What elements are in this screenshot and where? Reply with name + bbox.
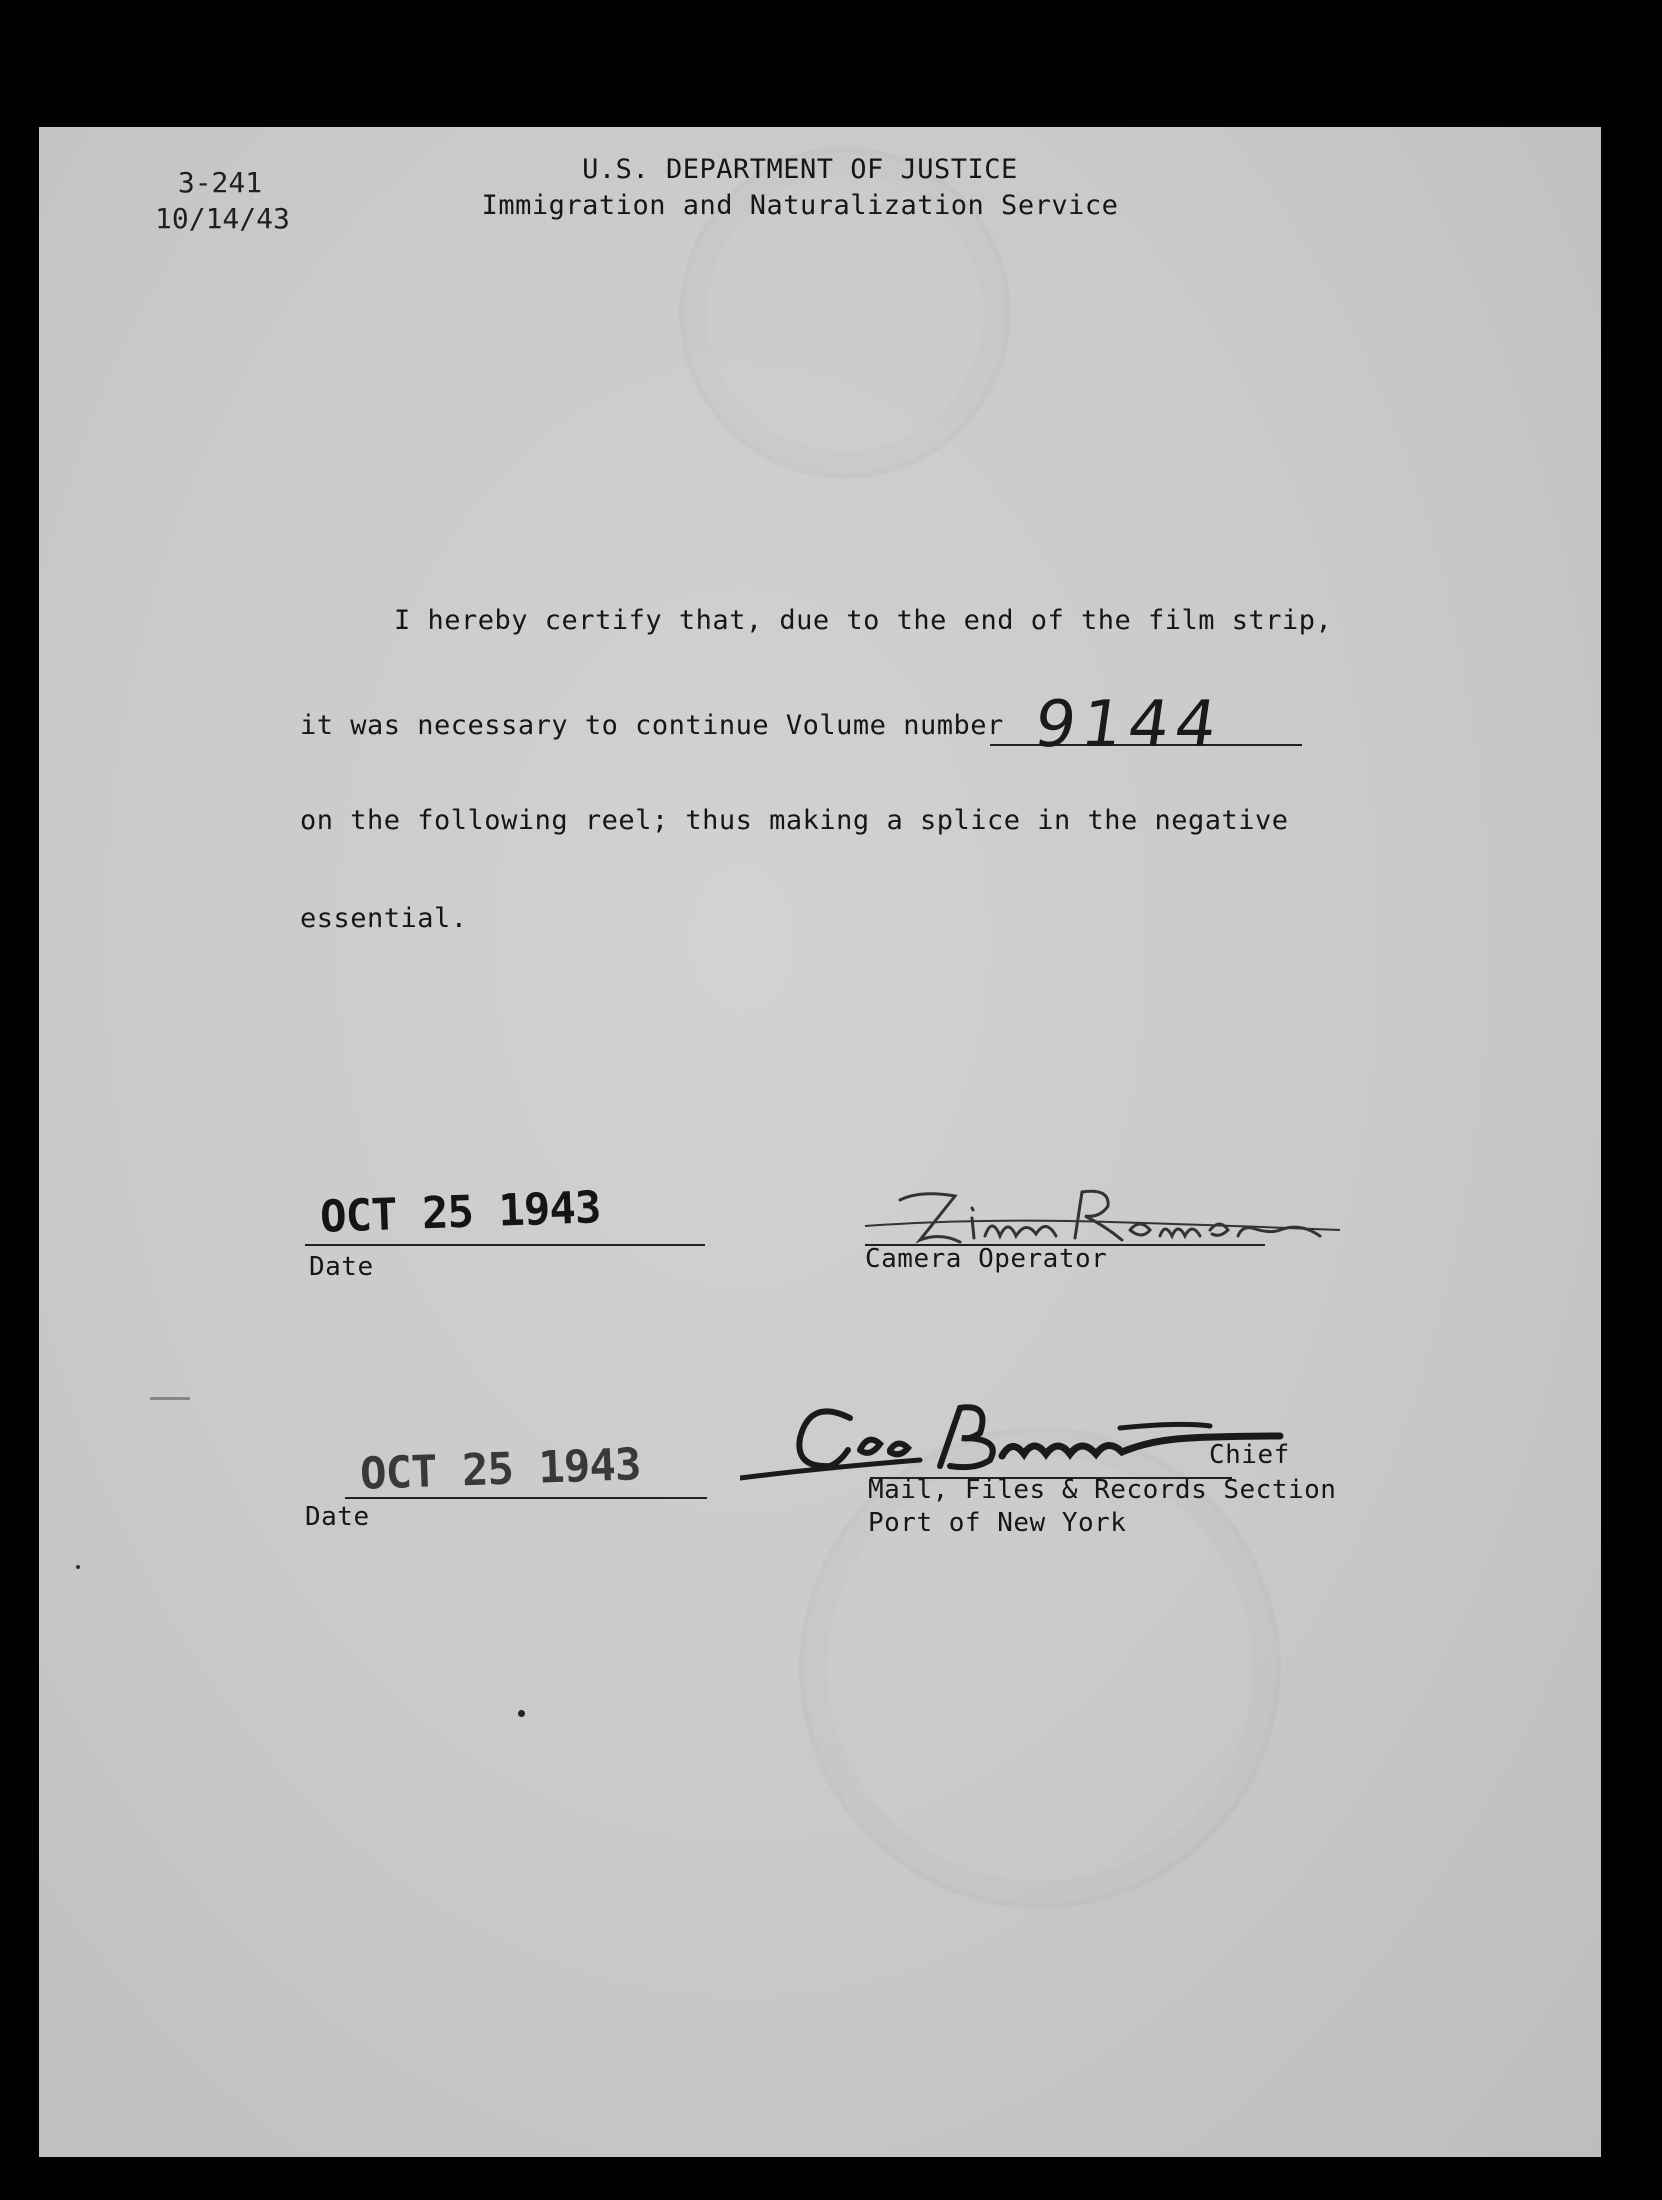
chief-section-title: Mail, Files & Records Section <box>868 1475 1337 1505</box>
certificate-line-4: essential. <box>300 903 468 934</box>
department-name: U.S. DEPARTMENT OF JUSTICE <box>582 154 1018 185</box>
chief-title: Chief <box>1209 1440 1290 1470</box>
chief-port-title: Port of New York <box>868 1508 1127 1538</box>
volume-number-handwritten: 9144 <box>1029 688 1228 762</box>
date-stamp-1: OCT 25 1943 <box>319 1182 602 1243</box>
date-stamp-2: OCT 25 1943 <box>359 1439 642 1500</box>
form-identifier <box>155 165 290 237</box>
ink-dot <box>518 1710 525 1717</box>
document-page <box>39 127 1601 2157</box>
date-line-2 <box>345 1497 707 1499</box>
service-name: Immigration and Naturalization Service <box>481 190 1119 221</box>
certificate-line-1: I hereby certify that, due to the end of the film strip, <box>394 605 1333 636</box>
date-label-1: Date <box>309 1252 374 1282</box>
document-header <box>420 152 1180 224</box>
ink-dot <box>76 1565 80 1569</box>
form-date: 10/14/43 <box>155 202 290 235</box>
date-label-2: Date <box>305 1502 370 1532</box>
margin-mark <box>150 1397 190 1400</box>
camera-operator-title: Camera Operator <box>865 1244 1108 1274</box>
date-line-1 <box>305 1244 705 1246</box>
form-code: 3-241 <box>177 166 263 199</box>
certificate-line-3: on the following reel; thus making a splice in the negative <box>300 805 1289 836</box>
certificate-line-2: it was necessary to continue Volume number <box>300 710 1004 741</box>
